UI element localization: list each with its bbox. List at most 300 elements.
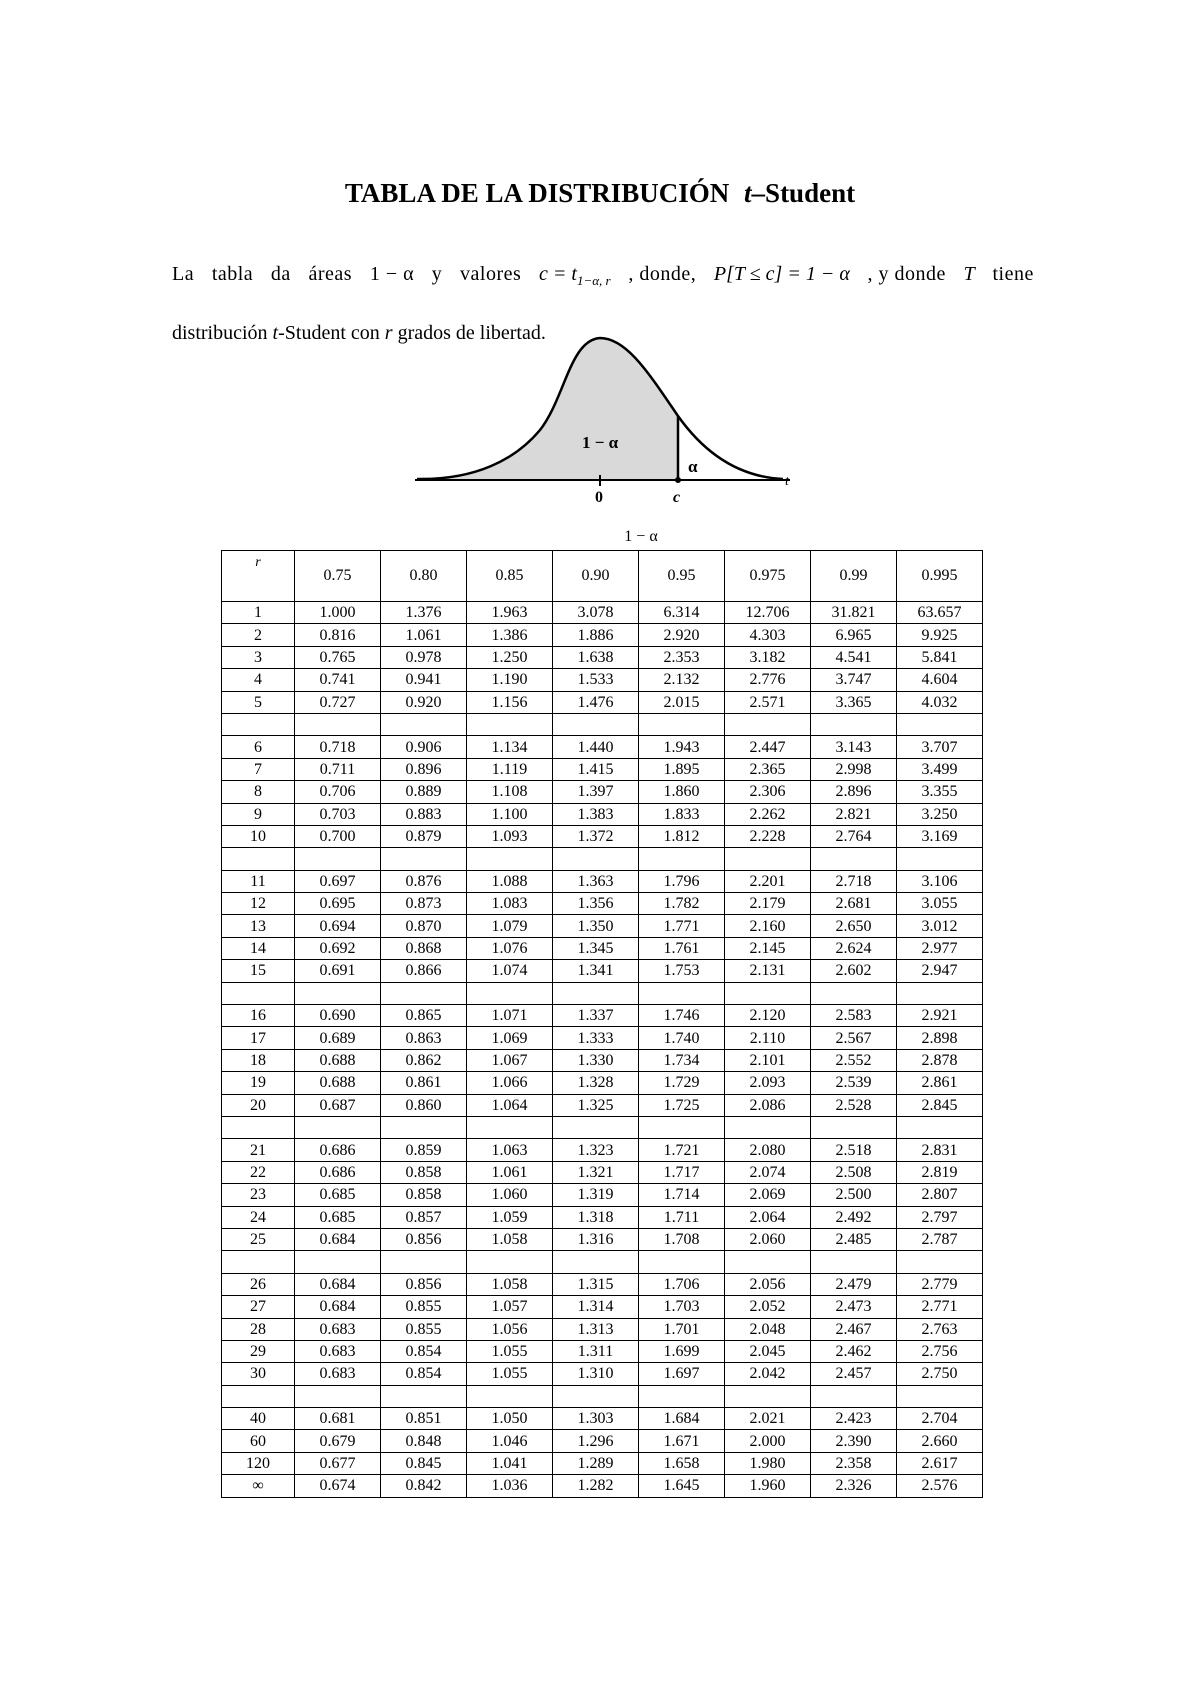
degrees-of-freedom-cell: 26	[222, 1273, 295, 1295]
table-cell: 2.021	[725, 1408, 811, 1430]
alpha-header-label: 1 − α	[624, 528, 658, 545]
degrees-of-freedom-cell: 6	[222, 736, 295, 758]
table-cell: 1.069	[467, 1027, 553, 1049]
table-row	[222, 1206, 983, 1228]
table-row	[222, 1363, 983, 1385]
table-cell-empty	[222, 982, 295, 1004]
column-header: 0.995	[897, 551, 983, 602]
table-cell: 1.061	[381, 624, 467, 646]
table-cell: 2.660	[897, 1430, 983, 1452]
table-cell: 1.397	[553, 781, 639, 803]
table-cell: 1.753	[639, 960, 725, 982]
table-cell-empty	[725, 713, 811, 735]
table-cell-empty	[381, 1251, 467, 1273]
table-cell: 1.108	[467, 781, 553, 803]
degrees-of-freedom-cell: 15	[222, 960, 295, 982]
table-cell: 2.921	[897, 1005, 983, 1027]
table-cell: 2.228	[725, 825, 811, 847]
table-row	[222, 915, 983, 937]
degrees-of-freedom-cell: 13	[222, 915, 295, 937]
table-cell: 1.059	[467, 1206, 553, 1228]
table-cell: 0.889	[381, 781, 467, 803]
table-cell-empty	[295, 848, 381, 870]
axis-label: t	[785, 474, 789, 489]
table-cell: 0.674	[295, 1475, 381, 1497]
table-cell: 1.333	[553, 1027, 639, 1049]
table-cell: 0.941	[381, 669, 467, 691]
table-cell: 2.776	[725, 669, 811, 691]
table-cell: 0.868	[381, 937, 467, 959]
table-cell: 1.074	[467, 960, 553, 982]
table-cell: 2.365	[725, 758, 811, 780]
table-cell-empty	[811, 982, 897, 1004]
table-cell: 6.314	[639, 602, 725, 624]
table-cell: 0.855	[381, 1296, 467, 1318]
table-cell: 5.841	[897, 646, 983, 668]
table-cell-empty	[811, 1251, 897, 1273]
table-cell: 1.833	[639, 803, 725, 825]
table-cell: 0.858	[381, 1184, 467, 1206]
column-header: 0.99	[811, 551, 897, 602]
table-cell: 2.462	[811, 1340, 897, 1362]
table-cell: 1.036	[467, 1475, 553, 1497]
table-cell-empty	[553, 1116, 639, 1138]
table-cell: 2.898	[897, 1027, 983, 1049]
table-cell: 1.415	[553, 758, 639, 780]
table-cell-empty	[467, 1251, 553, 1273]
table-row	[222, 937, 983, 959]
area-label: 1 − α	[582, 433, 619, 452]
degrees-of-freedom-cell: 7	[222, 758, 295, 780]
table-cell: 2.093	[725, 1072, 811, 1094]
table-cell: 1.323	[553, 1139, 639, 1161]
table-cell: 2.998	[811, 758, 897, 780]
table-cell-empty	[553, 982, 639, 1004]
table-cell: 3.747	[811, 669, 897, 691]
table-cell: 0.860	[381, 1094, 467, 1116]
table-cell-empty	[897, 848, 983, 870]
table-cell-empty	[897, 1385, 983, 1407]
table-cell: 2.650	[811, 915, 897, 937]
table-cell: 2.467	[811, 1318, 897, 1340]
table-cell: 0.695	[295, 893, 381, 915]
c-eq: c = t	[539, 263, 577, 285]
table-cell: 2.567	[811, 1027, 897, 1049]
table-cell: 0.718	[295, 736, 381, 758]
table-cell: 0.854	[381, 1363, 467, 1385]
table-cell-empty	[381, 848, 467, 870]
table-cell: 1.383	[553, 803, 639, 825]
table-cell-empty	[295, 1251, 381, 1273]
table-cell: 1.100	[467, 803, 553, 825]
table-cell: 2.878	[897, 1049, 983, 1071]
degrees-of-freedom-cell: 23	[222, 1184, 295, 1206]
degrees-of-freedom-cell: 40	[222, 1408, 295, 1430]
table-spacer-row	[222, 1116, 983, 1138]
table-cell: 2.086	[725, 1094, 811, 1116]
table-cell: 1.476	[553, 691, 639, 713]
degrees-of-freedom-cell: 14	[222, 937, 295, 959]
table-row	[222, 1228, 983, 1250]
degrees-of-freedom-cell: 28	[222, 1318, 295, 1340]
table-cell-empty	[381, 982, 467, 1004]
table-cell: 1.041	[467, 1452, 553, 1474]
degrees-of-freedom-cell: 19	[222, 1072, 295, 1094]
table-cell: 1.796	[639, 870, 725, 892]
table-cell: 1.303	[553, 1408, 639, 1430]
table-cell: 4.303	[725, 624, 811, 646]
table-spacer-row	[222, 982, 983, 1004]
table-row	[222, 1005, 983, 1027]
table-cell: 0.681	[295, 1408, 381, 1430]
table-cell: 1.671	[639, 1430, 725, 1452]
table-cell: 2.508	[811, 1161, 897, 1183]
table-cell: 6.965	[811, 624, 897, 646]
page-title	[0, 178, 1200, 209]
table-cell: 0.692	[295, 937, 381, 959]
table-cell: 1.963	[467, 602, 553, 624]
table-cell: 1.886	[553, 624, 639, 646]
table-cell: 2.861	[897, 1072, 983, 1094]
table-spacer-row	[222, 1385, 983, 1407]
table-cell: 0.861	[381, 1072, 467, 1094]
table-cell: 2.518	[811, 1139, 897, 1161]
table-cell: 2.718	[811, 870, 897, 892]
c-point	[675, 477, 681, 483]
table-cell: 1.337	[553, 1005, 639, 1027]
variable-T: T	[963, 263, 975, 285]
table-row	[222, 1273, 983, 1295]
table-cell: 1.296	[553, 1430, 639, 1452]
table-cell: 0.896	[381, 758, 467, 780]
table-cell: 1.960	[725, 1475, 811, 1497]
c-label: c	[673, 489, 681, 505]
table-cell: 1.055	[467, 1340, 553, 1362]
table-cell-empty	[467, 1385, 553, 1407]
table-row	[222, 1072, 983, 1094]
table-cell: 3.055	[897, 893, 983, 915]
table-cell-empty	[467, 713, 553, 735]
row-header-r: r	[222, 551, 295, 602]
table-cell: 0.703	[295, 803, 381, 825]
table-cell-empty	[811, 1385, 897, 1407]
table-cell: 2.262	[725, 803, 811, 825]
intro-text: grados de libertad.	[392, 322, 546, 344]
table-cell: 2.120	[725, 1005, 811, 1027]
table-cell: 0.859	[381, 1139, 467, 1161]
intro-r: r	[384, 322, 393, 344]
table-cell: 2.042	[725, 1363, 811, 1385]
degrees-of-freedom-cell: 22	[222, 1161, 295, 1183]
table-cell: 2.617	[897, 1452, 983, 1474]
table-cell: 0.683	[295, 1340, 381, 1362]
table-cell: 2.160	[725, 915, 811, 937]
table-row	[222, 624, 983, 646]
column-header: 0.975	[725, 551, 811, 602]
table-cell: 0.683	[295, 1318, 381, 1340]
table-row	[222, 781, 983, 803]
table-cell-empty	[639, 1385, 725, 1407]
intro-word: , y donde	[867, 263, 946, 285]
table-cell: 0.706	[295, 781, 381, 803]
t-student-table	[221, 550, 983, 1498]
table-cell: 2.583	[811, 1005, 897, 1027]
table-cell: 1.282	[553, 1475, 639, 1497]
table-row	[222, 1340, 983, 1362]
degrees-of-freedom-cell: 25	[222, 1228, 295, 1250]
table-cell: 2.064	[725, 1206, 811, 1228]
table-cell: 2.101	[725, 1049, 811, 1071]
table-cell: 0.856	[381, 1273, 467, 1295]
table-cell: 1.250	[467, 646, 553, 668]
degrees-of-freedom-cell: 17	[222, 1027, 295, 1049]
table-row	[222, 602, 983, 624]
table-cell: 1.046	[467, 1430, 553, 1452]
table-cell: 1.729	[639, 1072, 725, 1094]
table-row	[222, 1161, 983, 1183]
table-cell: 1.372	[553, 825, 639, 847]
table-cell: 3.182	[725, 646, 811, 668]
table-cell: 1.703	[639, 1296, 725, 1318]
table-cell: 2.353	[639, 646, 725, 668]
table-cell: 2.080	[725, 1139, 811, 1161]
table-cell-empty	[222, 1385, 295, 1407]
table-cell: 2.602	[811, 960, 897, 982]
table-cell: 1.311	[553, 1340, 639, 1362]
intro-word: , donde,	[628, 263, 697, 285]
table-cell: 2.479	[811, 1273, 897, 1295]
table-cell: 1.943	[639, 736, 725, 758]
table-cell-empty	[725, 982, 811, 1004]
title-main: TABLA DE LA DISTRIBUCIÓN	[344, 178, 730, 208]
column-group-header	[0, 528, 1200, 546]
table-cell: 2.390	[811, 1430, 897, 1452]
table-cell: 1.318	[553, 1206, 639, 1228]
table-cell: 2.145	[725, 937, 811, 959]
table-cell: 0.978	[381, 646, 467, 668]
table-cell: 2.447	[725, 736, 811, 758]
degrees-of-freedom-cell: 5	[222, 691, 295, 713]
table-cell: 4.604	[897, 669, 983, 691]
table-cell: 1.645	[639, 1475, 725, 1497]
table-cell-empty	[295, 1385, 381, 1407]
table-cell: 1.093	[467, 825, 553, 847]
intro-word: y	[431, 263, 443, 285]
table-row	[222, 1027, 983, 1049]
table-row	[222, 1408, 983, 1430]
table-cell: 1.058	[467, 1228, 553, 1250]
table-row	[222, 736, 983, 758]
table-cell: 0.876	[381, 870, 467, 892]
table-row	[222, 870, 983, 892]
column-header: 0.95	[639, 551, 725, 602]
degrees-of-freedom-cell: 30	[222, 1363, 295, 1385]
table-cell-empty	[725, 1385, 811, 1407]
degrees-of-freedom-cell: 10	[222, 825, 295, 847]
table-row	[222, 1296, 983, 1318]
table-cell: 1.083	[467, 893, 553, 915]
degrees-of-freedom-cell: 8	[222, 781, 295, 803]
table-cell-empty	[811, 1116, 897, 1138]
table-cell: 1.734	[639, 1049, 725, 1071]
table-cell: 1.066	[467, 1072, 553, 1094]
table-cell: 2.056	[725, 1273, 811, 1295]
table-cell: 1.057	[467, 1296, 553, 1318]
table-cell: 0.700	[295, 825, 381, 847]
degrees-of-freedom-cell: 27	[222, 1296, 295, 1318]
table-cell: 0.679	[295, 1430, 381, 1452]
table-cell: 1.812	[639, 825, 725, 847]
table-cell: 2.423	[811, 1408, 897, 1430]
table-cell-empty	[467, 848, 553, 870]
table-cell: 3.250	[897, 803, 983, 825]
table-cell: 4.032	[897, 691, 983, 713]
table-cell-empty	[295, 1116, 381, 1138]
intro-t: t	[272, 322, 279, 344]
table-cell: 2.015	[639, 691, 725, 713]
table-cell: 1.980	[725, 1452, 811, 1474]
intro-word: tiene	[992, 263, 1034, 285]
table-cell: 1.119	[467, 758, 553, 780]
table-cell: 2.807	[897, 1184, 983, 1206]
table-cell: 1.697	[639, 1363, 725, 1385]
title-t: t	[744, 178, 752, 208]
table-cell: 0.883	[381, 803, 467, 825]
table-cell: 1.315	[553, 1273, 639, 1295]
column-header: 0.90	[553, 551, 639, 602]
degrees-of-freedom-cell: 24	[222, 1206, 295, 1228]
table-cell: 0.870	[381, 915, 467, 937]
table-cell: 2.132	[639, 669, 725, 691]
table-cell: 2.704	[897, 1408, 983, 1430]
table-row	[222, 1452, 983, 1474]
intro-line-1	[172, 248, 1034, 307]
table-cell: 2.048	[725, 1318, 811, 1340]
table-cell: 1.071	[467, 1005, 553, 1027]
table-cell: 0.694	[295, 915, 381, 937]
degrees-of-freedom-cell: 18	[222, 1049, 295, 1071]
table-cell: 4.541	[811, 646, 897, 668]
column-header: 0.85	[467, 551, 553, 602]
intro-word: tabla	[211, 263, 254, 285]
table-cell: 1.658	[639, 1452, 725, 1474]
table-cell: 1.740	[639, 1027, 725, 1049]
table-cell: 2.485	[811, 1228, 897, 1250]
intro-word: áreas	[308, 263, 353, 285]
intro-word: da	[270, 263, 291, 285]
table-cell: 2.000	[725, 1430, 811, 1452]
table-cell: 2.500	[811, 1184, 897, 1206]
table-cell: 2.060	[725, 1228, 811, 1250]
table-cell: 1.134	[467, 736, 553, 758]
table-cell: 2.831	[897, 1139, 983, 1161]
table-spacer-row	[222, 1251, 983, 1273]
table-cell: 2.045	[725, 1340, 811, 1362]
degrees-of-freedom-cell: 9	[222, 803, 295, 825]
one-minus-alpha: 1 − α	[369, 263, 415, 285]
table-cell: 1.060	[467, 1184, 553, 1206]
degrees-of-freedom-cell: 29	[222, 1340, 295, 1362]
table-cell-empty	[381, 1385, 467, 1407]
table-cell: 1.684	[639, 1408, 725, 1430]
table-cell: 2.920	[639, 624, 725, 646]
table-cell-empty	[381, 1116, 467, 1138]
table-cell: 1.341	[553, 960, 639, 982]
table-cell-empty	[222, 1116, 295, 1138]
table-cell: 1.067	[467, 1049, 553, 1071]
table-cell-empty	[295, 713, 381, 735]
degrees-of-freedom-cell: 12	[222, 893, 295, 915]
table-cell: 1.533	[553, 669, 639, 691]
table-cell: 1.316	[553, 1228, 639, 1250]
table-row	[222, 825, 983, 847]
table-row	[222, 1139, 983, 1161]
table-cell: 0.683	[295, 1363, 381, 1385]
table-cell-empty	[811, 848, 897, 870]
table-cell: 2.492	[811, 1206, 897, 1228]
table-cell: 2.052	[725, 1296, 811, 1318]
degrees-of-freedom-cell: 2	[222, 624, 295, 646]
degrees-of-freedom-cell: 1	[222, 602, 295, 624]
table-cell: 0.689	[295, 1027, 381, 1049]
table-cell: 2.845	[897, 1094, 983, 1116]
table-cell: 3.078	[553, 602, 639, 624]
column-header: 0.75	[295, 551, 381, 602]
table-cell-empty	[295, 982, 381, 1004]
table-row	[222, 669, 983, 691]
table-cell-empty	[467, 1116, 553, 1138]
table-cell: 1.319	[553, 1184, 639, 1206]
table-cell: 0.727	[295, 691, 381, 713]
table-cell: 1.708	[639, 1228, 725, 1250]
table-cell: 0.842	[381, 1475, 467, 1497]
table-cell-empty	[222, 713, 295, 735]
table-cell: 3.365	[811, 691, 897, 713]
table-cell: 0.688	[295, 1072, 381, 1094]
table-row	[222, 960, 983, 982]
table-cell: 1.717	[639, 1161, 725, 1183]
table-cell: 0.856	[381, 1228, 467, 1250]
probability-expression: P[T ≤ c] = 1 − α	[713, 263, 850, 285]
table-cell-empty	[222, 848, 295, 870]
table-cell: 0.873	[381, 893, 467, 915]
table-cell-empty	[639, 982, 725, 1004]
table-cell: 31.821	[811, 602, 897, 624]
table-cell-empty	[725, 1116, 811, 1138]
table-cell: 0.765	[295, 646, 381, 668]
table-row	[222, 1094, 983, 1116]
table-cell: 1.313	[553, 1318, 639, 1340]
table-cell: 1.350	[553, 915, 639, 937]
table-cell: 1.376	[381, 602, 467, 624]
table-cell-empty	[553, 713, 639, 735]
table-cell: 0.866	[381, 960, 467, 982]
table-cell: 1.345	[553, 937, 639, 959]
table-cell: 1.061	[467, 1161, 553, 1183]
table-cell: 2.764	[811, 825, 897, 847]
table-cell: 1.638	[553, 646, 639, 668]
table-cell-empty	[381, 713, 467, 735]
title-suffix: –Student	[751, 178, 856, 208]
degrees-of-freedom-cell: 16	[222, 1005, 295, 1027]
table-row	[222, 691, 983, 713]
table-cell: 1.058	[467, 1273, 553, 1295]
table-cell: 3.012	[897, 915, 983, 937]
table-cell: 0.684	[295, 1273, 381, 1295]
t-distribution-figure	[415, 330, 795, 505]
table-cell: 0.691	[295, 960, 381, 982]
table-cell: 0.863	[381, 1027, 467, 1049]
